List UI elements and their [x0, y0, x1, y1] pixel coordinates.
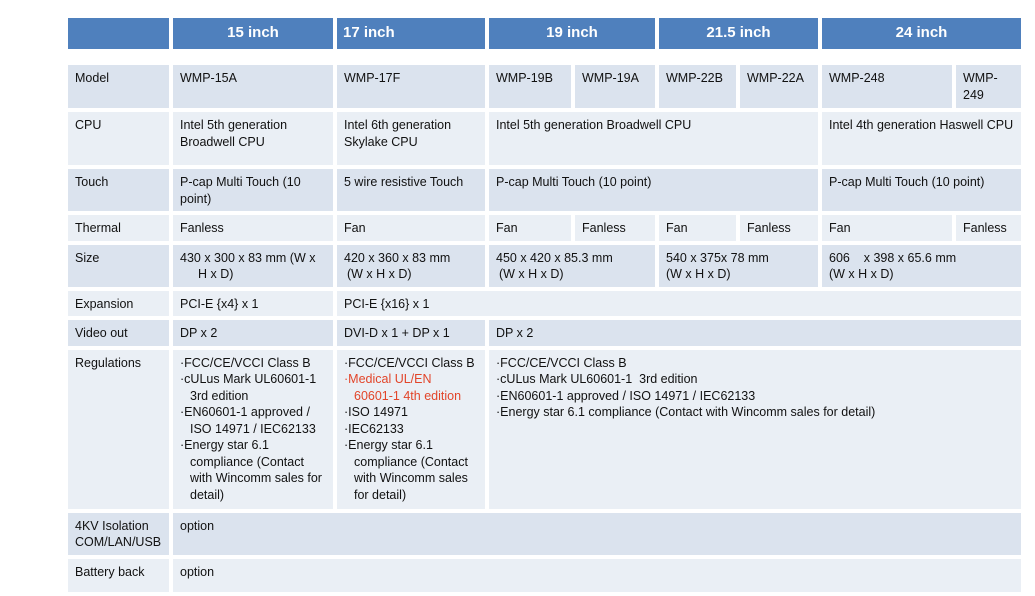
reg17-7: with Wincomm sales: [354, 471, 468, 485]
reg15-1: ·cULus Mark UL60601-1: [180, 372, 317, 386]
reg17-2: 60601-1 4th edition: [354, 388, 462, 403]
model-17: WMP-17F: [337, 65, 485, 108]
expansion-15: PCI-E {x4} x 1: [173, 291, 333, 317]
row-regulations: [68, 350, 1021, 509]
header-21-5-inch: 21.5 inch: [659, 18, 818, 49]
thermal-17: Fan: [337, 215, 485, 241]
size-19-line1: 450 x 420 x 85.3 mm: [496, 250, 613, 265]
cpu-17: Intel 6th generation Skylake CPU: [337, 112, 485, 165]
model-22b: WMP-22B: [659, 65, 736, 108]
regulations-19-24: [489, 350, 1021, 509]
cpu-24: Intel 4th generation Haswell CPU: [822, 112, 1021, 165]
row-size: [68, 245, 1021, 287]
expansion-17-24: PCI-E {x16} x 1: [337, 291, 1021, 317]
size-22-line1: 540 x 375x 78 mm: [666, 250, 769, 265]
row-label-model: Model: [68, 65, 169, 108]
row-model: [68, 65, 1021, 108]
thermal-248: Fan: [822, 215, 952, 241]
size-19: [489, 245, 655, 287]
regulations-17: [337, 350, 485, 509]
regulations-15: [173, 350, 333, 509]
row-label-cpu: CPU: [68, 112, 169, 165]
reg15-2: 3rd edition: [190, 388, 249, 403]
reg17-1: ·Medical UL/EN: [344, 372, 432, 386]
row-cpu: [68, 112, 1021, 165]
reg19-0: ·FCC/CE/VCCI Class B: [496, 355, 627, 370]
thermal-15: Fanless: [173, 215, 333, 241]
size-24-line2: (W x H x D): [829, 267, 894, 281]
touch-17: 5 wire resistive Touch: [337, 169, 485, 211]
row-video: [68, 320, 1021, 346]
thermal-19b: Fan: [489, 215, 571, 241]
row-label-video: Video out: [68, 320, 169, 346]
reg17-0: ·FCC/CE/VCCI Class B: [344, 355, 475, 370]
reg17-3: ·ISO 14971: [344, 405, 408, 419]
thermal-22a: Fanless: [740, 215, 818, 241]
video-15: DP x 2: [173, 320, 333, 346]
model-15: WMP-15A: [173, 65, 333, 108]
spec-comparison-table: [64, 14, 1025, 596]
row-thermal: [68, 215, 1021, 241]
reg17-4: ·IEC62133: [344, 421, 404, 436]
size-17-line1: 420 x 360 x 83 mm: [344, 250, 451, 265]
row-touch: [68, 169, 1021, 211]
video-17: DVI-D x 1 + DP x 1: [337, 320, 485, 346]
reg15-6: compliance (Contact: [190, 454, 304, 469]
size-17: [337, 245, 485, 287]
row-label-touch: Touch: [68, 169, 169, 211]
row-label-expansion: Expansion: [68, 291, 169, 317]
video-19-24: DP x 2: [489, 320, 1021, 346]
row-isolation: [68, 513, 1021, 555]
reg15-4: ISO 14971 / IEC62133: [190, 421, 316, 436]
thermal-249: Fanless: [956, 215, 1021, 241]
size-22-line2: (W x H x D): [666, 267, 731, 281]
thermal-22b: Fan: [659, 215, 736, 241]
reg15-8: detail): [190, 487, 225, 502]
reg17-8: for detail): [354, 487, 407, 502]
size-17-line2: (W x H x D): [347, 267, 412, 281]
thermal-19a: Fanless: [575, 215, 655, 241]
cpu-19-22: Intel 5th generation Broadwell CPU: [489, 112, 818, 165]
model-19a: WMP-19A: [575, 65, 655, 108]
isolation-value: option: [173, 513, 1021, 555]
reg15-5: ·Energy star 6.1: [180, 438, 269, 452]
model-19b: WMP-19B: [489, 65, 571, 108]
reg19-3: ·Energy star 6.1 compliance (Contact with Wincomm sales for detail): [496, 405, 876, 419]
reg19-2: ·EN60601-1 approved / ISO 14971 / IEC62133: [496, 388, 756, 403]
touch-24: P-cap Multi Touch (10 point): [822, 169, 1021, 211]
header-row: [68, 18, 1021, 49]
header-19-inch: 19 inch: [489, 18, 655, 49]
row-label-thermal: Thermal: [68, 215, 169, 241]
model-249: WMP-249: [956, 65, 1021, 108]
model-22a: WMP-22A: [740, 65, 818, 108]
cpu-15: Intel 5th generation Broadwell CPU: [173, 112, 333, 165]
row-label-size: Size: [68, 245, 169, 287]
isolation-label-line2: COM/LAN/USB: [75, 535, 162, 549]
reg15-0: ·FCC/CE/VCCI Class B: [180, 355, 311, 370]
size-24: [822, 245, 1021, 287]
size-24-line1: 606 x 398 x 65.6 mm: [829, 250, 957, 265]
size-15: [173, 245, 333, 287]
isolation-label-line1: 4KV Isolation: [75, 518, 149, 533]
header-15-inch: 15 inch: [173, 18, 333, 49]
touch-19-22: P-cap Multi Touch (10 point): [489, 169, 818, 211]
row-label-isolation: [68, 513, 169, 555]
header-blank: [68, 18, 169, 49]
header-gap: [68, 53, 1021, 61]
header-17-inch: 17 inch: [337, 18, 485, 49]
model-248: WMP-248: [822, 65, 952, 108]
reg15-7: with Wincomm sales for: [190, 471, 322, 485]
row-expansion: [68, 291, 1021, 317]
size-15-line2: H x D): [198, 267, 234, 281]
size-15-line1: 430 x 300 x 83 mm (W x: [180, 250, 316, 265]
reg15-3: ·EN60601-1 approved /: [180, 405, 310, 419]
touch-15: P-cap Multi Touch (10 point): [173, 169, 333, 211]
size-19-line2: (W x H x D): [499, 267, 564, 281]
battery-value: option: [173, 559, 1021, 592]
row-label-regulations: Regulations: [68, 350, 169, 509]
reg17-5: ·Energy star 6.1: [344, 438, 433, 452]
reg17-6: compliance (Contact: [354, 454, 468, 469]
header-24-inch: 24 inch: [822, 18, 1021, 49]
reg19-1: ·cULus Mark UL60601-1 3rd edition: [496, 372, 698, 386]
row-label-battery: Battery back: [68, 559, 169, 592]
size-22: [659, 245, 818, 287]
row-battery: [68, 559, 1021, 592]
